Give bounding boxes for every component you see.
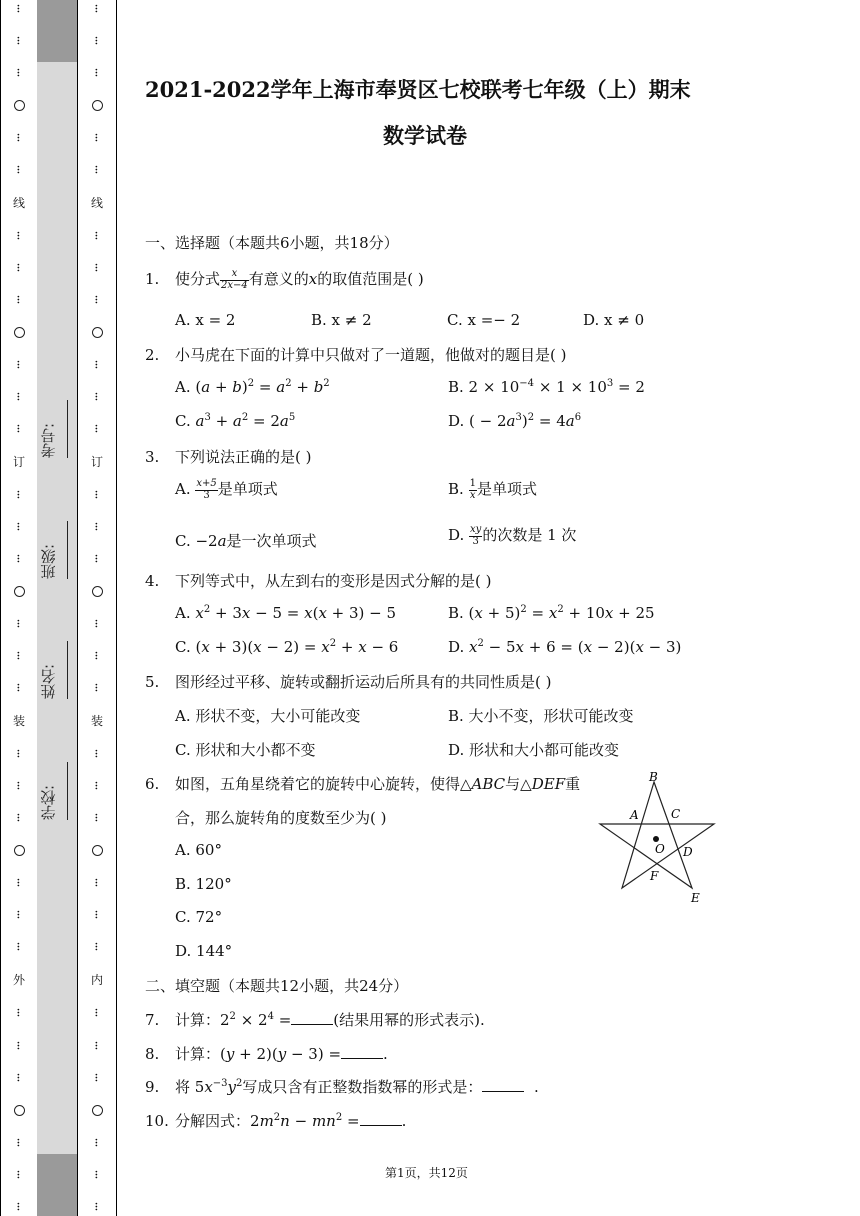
option-b: B. $\frac{1}{x}$ 是单项式 — [448, 478, 537, 501]
option-c: C. 72° — [175, 908, 223, 926]
binder-bar — [37, 0, 77, 62]
option-a: A. $\frac{x+5}{3}$ 是单项式 — [175, 478, 278, 501]
margin-border — [0, 0, 1, 1216]
question-4: 4. 下列等式中，从左到右的变形是因式分解的是( ) — [145, 572, 492, 590]
student-info-strip — [37, 0, 77, 1216]
option-c: C. $a^3 + a^2 = 2a^5$ — [175, 412, 296, 430]
option-a: A. $(a + b)^2 = a^2 + b^2$ — [175, 378, 330, 396]
fraction: $\frac{x}{2x-4}$ — [221, 268, 248, 291]
inner-cut-line: … … … … … 线 … … … … … … 订 … … … … … … 装 … … … … … … 内 … … … … … … — [90, 4, 103, 1212]
question-3: 3. 下列说法正确的是( ) — [145, 448, 312, 466]
answer-blank — [291, 1012, 333, 1025]
outer-label: 订 — [12, 455, 25, 470]
outer-label: 线 — [12, 196, 25, 211]
question-text: 使分式 — [175, 270, 221, 288]
school-label: 学校: — [39, 784, 58, 820]
option-c: C. $(x + 3)(x - 2) = x^2 + x - 6$ — [175, 638, 399, 656]
page-footer: 第1页，共12页 — [385, 1166, 468, 1180]
label-e: E — [691, 891, 700, 905]
margin-border — [77, 0, 78, 1216]
option-b: B. 大小不变，形状可能改变 — [448, 707, 634, 725]
question-6: 6. 如图，五角星绕着它的旋转中心旋转，使得△ABC与△DEF重 — [145, 775, 581, 793]
option-b: B. $(x + 5)^2 = x^2 + 10x + 25$ — [448, 604, 655, 622]
name-label: 姓名: — [39, 664, 58, 700]
option-b: B. x ≠ 2 — [311, 311, 372, 329]
label-a: A — [630, 808, 639, 822]
question-number: 1. — [145, 270, 160, 288]
section-heading-fill: 二、填空题（本题共12小题，共24分） — [145, 977, 409, 995]
pentagram-figure — [597, 768, 719, 906]
student-info — [39, 400, 67, 820]
question-8: 8. 计算：(y + 2)(y − 3) = . — [145, 1045, 388, 1063]
inner-label: 内 — [90, 973, 103, 988]
exam-subtitle: 数学试卷 — [383, 123, 467, 148]
inner-label: 线 — [90, 196, 103, 211]
answer-blank — [341, 1046, 383, 1059]
outer-cut-line: … … … … … 线 … … … … … … 订 … … … … … … 装 … … … … … … 外 … … … … … … — [12, 4, 25, 1212]
answer-blank — [360, 1113, 402, 1126]
section-heading-choice: 一、选择题（本题共6小题，共18分） — [145, 234, 399, 252]
class-label: 班级: — [39, 543, 58, 579]
option-d: D. x ≠ 0 — [583, 311, 645, 329]
option-d: D. $\frac{xy}{3}$ 的次数是 1 次 — [448, 524, 577, 547]
option-b: B. 120° — [175, 875, 232, 893]
question-6-line2: 合，那么旋转角的度数至少为( ) — [175, 809, 387, 827]
outer-label: 装 — [12, 714, 25, 729]
option-c: C. 形状和大小都不变 — [175, 741, 316, 759]
option-d: D. 形状和大小都可能改变 — [448, 741, 620, 759]
question-9: 9. 将 $5x^{-3}y^2$写成只含有正整数指数幂的形式是： . — [145, 1078, 539, 1096]
option-d: D. $x^2 - 5x + 6 = (x - 2)(x - 3)$ — [448, 638, 682, 656]
inner-label: 订 — [90, 455, 103, 470]
question-text: 的取值范围是( ) — [317, 270, 424, 288]
question-1: 1. 使分式 $\frac{x}{2x-4}$ 有意义的x的取值范围是( ) — [145, 268, 424, 291]
exam-title: 2021-2022学年上海市奉贤区七校联考七年级（上）期末 — [145, 77, 691, 102]
margin-border — [116, 0, 117, 1216]
label-o: O — [655, 842, 665, 856]
option-c: C. −2a是一次单项式 — [175, 532, 317, 550]
label-d: D — [683, 845, 693, 859]
outer-label: 外 — [12, 973, 25, 988]
question-2: 2. 小马虎在下面的计算中只做对了一道题，他做对的题目是( ) — [145, 346, 567, 364]
option-a: A. 形状不变，大小可能改变 — [175, 707, 361, 725]
question-7: 7. 计算：$2^2 \times 2^4$ = (结果用幂的形式表示). — [145, 1011, 485, 1029]
binder-bar — [37, 1154, 77, 1216]
answer-blank — [482, 1079, 524, 1092]
exam-number-label: 考号: — [39, 422, 58, 459]
question-10: 10. 分解因式：$2m^2n - mn^2$ = . — [145, 1112, 407, 1130]
label-f: F — [650, 869, 659, 883]
option-d: D. ( − $2a^3)^2 = 4a^6$ — [448, 412, 582, 430]
question-text: 有意义的 — [248, 270, 309, 288]
inner-label: 装 — [90, 714, 103, 729]
option-a: A. 60° — [175, 841, 222, 859]
label-c: C — [671, 807, 681, 821]
option-a: A. x = 2 — [175, 311, 236, 329]
label-b: B — [649, 770, 658, 784]
option-c: C. x =− 2 — [447, 311, 521, 329]
option-d: D. 144° — [175, 942, 233, 960]
option-a: A. $x^2 + 3x - 5 = x(x + 3) - 5$ — [175, 604, 397, 622]
option-b: B. $2 \times 10^{-4} \times 1 \times 10^3 = 2$ — [448, 378, 645, 396]
question-5: 5. 图形经过平移、旋转或翻折运动后所具有的共同性质是( ) — [145, 673, 552, 691]
